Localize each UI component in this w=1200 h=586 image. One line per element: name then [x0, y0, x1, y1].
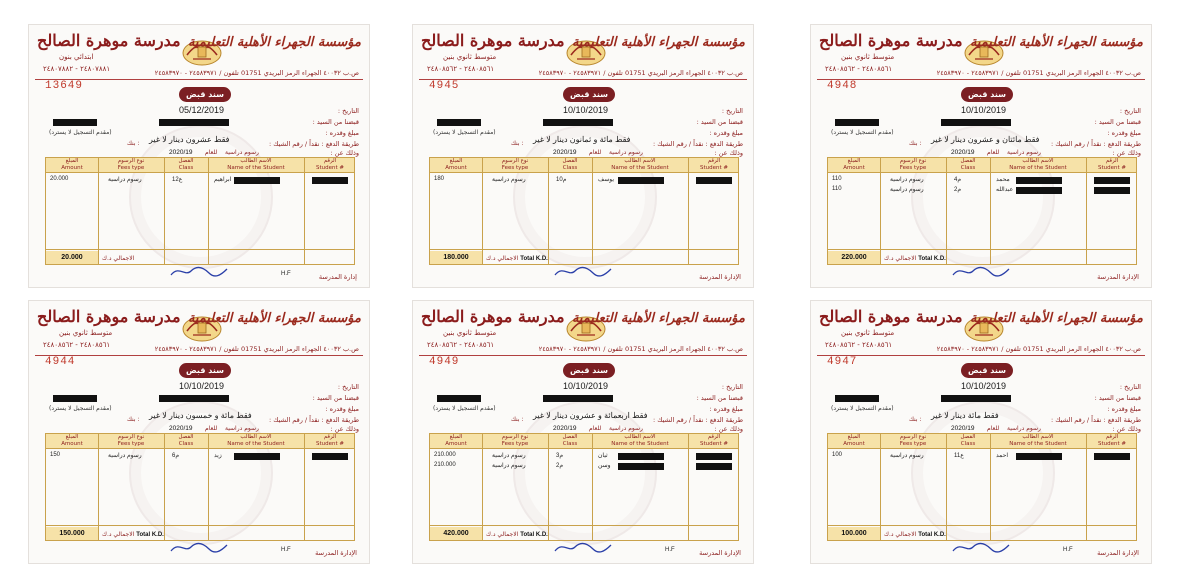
fees-table: [827, 157, 1137, 265]
fees-table: [429, 433, 739, 541]
total-label-ar: الاجمالي د.ك: [486, 255, 519, 262]
header-fees-type: نوع الرسوم Fees type: [117, 158, 145, 171]
table-footer: [430, 249, 738, 264]
redacted-name: [234, 177, 280, 184]
payment-method-label: طريقة الدفع : نقداً / رقم الشيك :: [652, 140, 743, 148]
receipt-card: [28, 24, 370, 288]
amount-label: مبلغ وقدره :: [325, 129, 359, 137]
signature: [951, 539, 1011, 555]
cashier-initials: H.F: [665, 547, 675, 553]
header-amount: المبلغ Amount: [445, 158, 467, 171]
amount-in-words: فقط مائتان و عشرون دينار لا غير: [931, 135, 1040, 144]
amount-label: مبلغ وقدره :: [1107, 129, 1141, 137]
redacted-payer: [835, 395, 879, 402]
amount-in-words: فقط مائة و خمسون دينار لا غير: [149, 411, 252, 420]
header-class: الفصل Class: [562, 434, 578, 447]
receipt-date: 10/10/2019: [563, 381, 609, 391]
row-student-name: وسن: [598, 463, 611, 469]
received-from-label: قبضنا من السيد :: [312, 118, 359, 126]
row-fees-type: رسوم دراسية: [492, 453, 526, 459]
redacted-student-number: [696, 463, 732, 470]
fees-line: رسوم دراسية: [1007, 425, 1041, 432]
header-class: الفصل Class: [960, 434, 976, 447]
table-header: [430, 434, 738, 449]
school-stage: متوسط ثانوي بنين: [443, 53, 497, 61]
redacted-payer-name: [941, 119, 1011, 126]
for-label: وذلك عن :: [330, 425, 359, 433]
receipt-date: 10/10/2019: [961, 105, 1007, 115]
signature: [553, 263, 613, 279]
school-management-label: الإدارة المدرسة: [1097, 273, 1139, 281]
row-fees-type: رسوم دراسية: [890, 453, 924, 459]
non-refundable-note: (مقدم التسجيل لا يسترد): [49, 129, 112, 136]
cashier-initials: H.F: [281, 271, 291, 277]
redacted-name: [1016, 187, 1062, 194]
redacted-name: [618, 463, 664, 470]
total-label-ar: الاجمالي د.ك: [102, 531, 135, 538]
receipt-serial: 4949: [429, 356, 460, 368]
school-stage: متوسط ثانوي بنين: [841, 329, 895, 337]
receipt-title: سند قبض: [961, 87, 1013, 102]
header-amount: المبلغ Amount: [843, 158, 865, 171]
total-label-en: Total K.D.: [918, 256, 946, 262]
receipt-date: 05/12/2019: [179, 105, 225, 115]
non-refundable-note: (مقدم التسجيل لا يسترد): [433, 129, 496, 136]
header-student-name: الاسم الطالب Name of the Student: [611, 158, 669, 171]
bank-label: بنك :: [127, 140, 140, 147]
date-label: التاريخ :: [1119, 383, 1141, 391]
bank-label: بنك :: [511, 416, 524, 423]
date-label: التاريخ :: [337, 107, 359, 115]
redacted-name: [618, 453, 664, 460]
redacted-student-number: [1094, 453, 1130, 460]
total-amount: 100.000: [828, 527, 881, 540]
received-from-label: قبضنا من السيد :: [1094, 394, 1141, 402]
year-word: للعام: [987, 149, 1000, 156]
fees-line: رسوم دراسية: [1007, 149, 1041, 156]
foundation-address: ص.ب ٤٠٠٣٢ الجهراء الرمز البريدي 01751 تلفون / ٢٤٥٨٣٩٧١ - ٢٤٥٨٣٩٧٠: [154, 69, 359, 77]
table-header: [46, 158, 354, 173]
row-class: ع11: [954, 453, 964, 459]
redacted-student-number: [696, 177, 732, 184]
foundation-address: ص.ب ٤٠٠٣٢ الجهراء الرمز البريدي 01751 تلفون / ٢٤٥٨٣٩٧١ - ٢٤٥٨٣٩٧٠: [936, 345, 1141, 353]
redacted-student-number: [1094, 177, 1130, 184]
row-class: م3: [556, 453, 564, 459]
receipt-serial: 4947: [827, 356, 858, 368]
foundation-address: ص.ب ٤٠٠٣٢ الجهراء الرمز البريدي 01751 تلفون / ٢٤٥٨٣٩٧١ - ٢٤٥٨٣٩٧٠: [538, 345, 743, 353]
receipt-serial: 13649: [45, 80, 84, 92]
payment-method-label: طريقة الدفع : نقداً / رقم الشيك :: [268, 140, 359, 148]
fees-line: رسوم دراسية: [609, 149, 643, 156]
bank-label: بنك :: [909, 416, 922, 423]
date-label: التاريخ :: [721, 107, 743, 115]
received-from-label: قبضنا من السيد :: [1094, 118, 1141, 126]
amount-label: مبلغ وقدره :: [1107, 405, 1141, 413]
row-amount: 150: [50, 452, 61, 458]
school-phone: ٢٤٨٠٨٥٦١ - ٢٤٨٠٨٥٦٢: [427, 341, 495, 349]
header-student-name: الاسم الطالب Name of the Student: [611, 434, 669, 447]
header-divider: [817, 79, 1145, 80]
table-footer: [430, 525, 738, 540]
total-label-ar: الاجمالي د.ك: [884, 255, 917, 262]
row-student-name: ثيان: [598, 453, 608, 459]
row-amount: 110: [832, 186, 842, 192]
year-word: للعام: [205, 425, 218, 432]
redacted-payer: [53, 395, 97, 402]
year-word: للعام: [589, 425, 602, 432]
row-class: م2: [954, 187, 962, 193]
school-name: مدرسة موهرة الصالح: [421, 307, 565, 326]
row-fees-type: رسوم دراسية: [108, 177, 142, 183]
school-name: مدرسة موهرة الصالح: [37, 31, 181, 50]
school-name: مدرسة موهرة الصالح: [819, 31, 963, 50]
header-divider: [419, 355, 747, 356]
table-header: [828, 158, 1136, 173]
school-stage: متوسط ثانوي بنين: [841, 53, 895, 61]
header-class: الفصل Class: [178, 434, 194, 447]
foundation-name: مؤسسة الجهراء الأهلية التعليمية: [187, 311, 361, 326]
receipt-serial: 4945: [429, 80, 460, 92]
total-label: [884, 531, 946, 538]
for-label: وذلك عن :: [714, 149, 743, 157]
receipt-date: 10/10/2019: [961, 381, 1007, 391]
received-from-label: قبضنا من السيد :: [312, 394, 359, 402]
bank-label: بنك :: [909, 140, 922, 147]
redacted-payer-name: [543, 119, 613, 126]
table-header: [46, 434, 354, 449]
signature: [169, 539, 229, 555]
table-header: [828, 434, 1136, 449]
non-refundable-note: (مقدم التسجيل لا يسترد): [49, 405, 112, 412]
amount-in-words: فقط عشرون دينار لا غير: [149, 135, 230, 144]
total-label: [102, 255, 134, 262]
amount-label: مبلغ وقدره :: [325, 405, 359, 413]
signature: [951, 263, 1011, 279]
redacted-payer-name: [543, 395, 613, 402]
foundation-address: ص.ب ٤٠٠٣٢ الجهراء الرمز البريدي 01751 تلفون / ٢٤٥٨٣٩٧١ - ٢٤٥٨٣٩٧٠: [154, 345, 359, 353]
school-stage: ابتدائي بنون: [59, 53, 94, 61]
header-fees-type: نوع الرسوم Fees type: [501, 434, 529, 447]
signature: [553, 539, 613, 555]
cashier-initials: H.F: [281, 547, 291, 553]
header-fees-type: نوع الرسوم Fees type: [501, 158, 529, 171]
table-footer: [46, 249, 354, 264]
received-from-label: قبضنا من السيد :: [696, 118, 743, 126]
received-from-label: قبضنا من السيد :: [696, 394, 743, 402]
foundation-name: مؤسسة الجهراء الأهلية التعليمية: [969, 35, 1143, 50]
header-number: الرقم Student #: [699, 158, 728, 171]
total-amount: 420.000: [430, 527, 483, 540]
fees-line: رسوم دراسية: [225, 425, 259, 432]
non-refundable-note: (مقدم التسجيل لا يسترد): [831, 405, 894, 412]
table-footer: [828, 249, 1136, 264]
total-label-ar: الاجمالي د.ك: [102, 255, 135, 262]
academic-year: 2020/19: [951, 425, 975, 432]
redacted-student-number: [696, 453, 732, 460]
total-label: [884, 255, 946, 262]
foundation-name: مؤسسة الجهراء الأهلية التعليمية: [969, 311, 1143, 326]
header-number: الرقم Student #: [699, 434, 728, 447]
row-fees-type: رسوم دراسية: [108, 453, 142, 459]
table-header: [430, 158, 738, 173]
redacted-name: [1016, 453, 1062, 460]
total-label-en: Total K.D.: [520, 256, 548, 262]
foundation-name: مؤسسة الجهراء الأهلية التعليمية: [571, 35, 745, 50]
redacted-student-number: [312, 177, 348, 184]
row-class: م4: [954, 177, 962, 183]
total-label-ar: الاجمالي د.ك: [884, 531, 917, 538]
school-phone: ٢٤٨٠٨٥٦١ - ٢٤٨٠٨٥٦٢: [825, 65, 893, 73]
date-label: التاريخ :: [1119, 107, 1141, 115]
receipt-title: سند قبض: [563, 87, 615, 102]
receipt-card: [810, 24, 1152, 288]
redacted-payer: [437, 395, 481, 402]
row-amount: 20.000: [50, 176, 69, 182]
fees-table: [827, 433, 1137, 541]
total-amount: 150.000: [46, 527, 99, 540]
total-amount: 220.000: [828, 251, 881, 264]
total-label: [486, 255, 548, 262]
total-label-en: Total K.D.: [136, 532, 164, 538]
amount-label: مبلغ وقدره :: [709, 405, 743, 413]
receipt-title: سند قبض: [563, 363, 615, 378]
school-management-label: الإدارة المدرسة: [315, 549, 357, 557]
date-label: التاريخ :: [337, 383, 359, 391]
amount-in-words: فقط مائة و ثمانون دينار لا غير: [533, 135, 631, 144]
header-class: الفصل Class: [562, 158, 578, 171]
for-label: وذلك عن :: [330, 149, 359, 157]
header-number: الرقم Student #: [1097, 158, 1126, 171]
header-amount: المبلغ Amount: [445, 434, 467, 447]
redacted-payer: [437, 119, 481, 126]
row-fees-type: رسوم دراسية: [492, 463, 526, 469]
header-divider: [817, 355, 1145, 356]
row-class: ع12: [172, 177, 183, 183]
payment-method-label: طريقة الدفع : نقداً / رقم الشيك :: [268, 416, 359, 424]
header-number: الرقم Student #: [315, 158, 344, 171]
total-amount: 180.000: [430, 251, 483, 264]
total-label: [102, 531, 164, 538]
row-amount: 100: [832, 452, 843, 458]
header-fees-type: نوع الرسوم Fees type: [117, 434, 145, 447]
total-label-en: Total K.D.: [520, 532, 548, 538]
header-amount: المبلغ Amount: [61, 434, 83, 447]
header-number: الرقم Student #: [315, 434, 344, 447]
for-label: وذلك عن :: [1112, 149, 1141, 157]
redacted-student-number: [312, 453, 348, 460]
payment-method-label: طريقة الدفع : نقداً / رقم الشيك :: [652, 416, 743, 424]
receipt-card: [810, 300, 1152, 564]
receipt-serial: 4948: [827, 80, 858, 92]
date-label: التاريخ :: [721, 383, 743, 391]
fees-line: رسوم دراسية: [225, 149, 259, 156]
academic-year: 2020/19: [553, 149, 577, 156]
header-fees-type: نوع الرسوم Fees type: [899, 434, 927, 447]
school-phone: ٢٤٨٠٨٥٦١ - ٢٤٨٠٨٥٦٢: [825, 341, 893, 349]
row-amount: 210.000: [434, 462, 456, 468]
school-phone: ٢٤٨٠٨٥٦١ - ٢٤٨٠٨٥٦٢: [43, 341, 111, 349]
row-student-name: ابراهيم: [214, 177, 232, 183]
header-class: الفصل Class: [960, 158, 976, 171]
redacted-payer: [835, 119, 879, 126]
foundation-address: ص.ب ٤٠٠٣٢ الجهراء الرمز البريدي 01751 تلفون / ٢٤٥٨٣٩٧١ - ٢٤٥٨٣٩٧٠: [936, 69, 1141, 77]
school-name: مدرسة موهرة الصالح: [421, 31, 565, 50]
row-student-name: زيد: [214, 453, 222, 459]
total-amount: 20.000: [46, 251, 99, 264]
header-amount: المبلغ Amount: [843, 434, 865, 447]
year-word: للعام: [987, 425, 1000, 432]
header-divider: [35, 355, 363, 356]
redacted-name: [234, 453, 280, 460]
signature: [169, 263, 229, 279]
header-amount: المبلغ Amount: [61, 158, 83, 171]
bank-label: بنك :: [511, 140, 524, 147]
redacted-name: [618, 177, 664, 184]
receipt-title: سند قبض: [961, 363, 1013, 378]
row-fees-type: رسوم دراسية: [890, 187, 924, 193]
row-class: م6: [172, 453, 180, 459]
non-refundable-note: (مقدم التسجيل لا يسترد): [831, 129, 894, 136]
receipt-title: سند قبض: [179, 363, 231, 378]
total-label-ar: الاجمالي د.ك: [486, 531, 519, 538]
receipt-date: 10/10/2019: [563, 105, 609, 115]
header-student-name: الاسم الطالب Name of the Student: [1009, 434, 1067, 447]
fees-table: [45, 157, 355, 265]
row-class: م10: [556, 177, 567, 183]
row-fees-type: رسوم دراسية: [890, 177, 924, 183]
header-number: الرقم Student #: [1097, 434, 1126, 447]
redacted-name: [1016, 177, 1062, 184]
non-refundable-note: (مقدم التسجيل لا يسترد): [433, 405, 496, 412]
receipt-date: 10/10/2019: [179, 381, 225, 391]
school-management-label: الإدارة المدرسة: [1097, 549, 1139, 557]
row-class: م2: [556, 463, 564, 469]
school-name: مدرسة موهرة الصالح: [37, 307, 181, 326]
cashier-initials: H.F: [1063, 547, 1073, 553]
header-fees-type: نوع الرسوم Fees type: [899, 158, 927, 171]
redacted-payer: [53, 119, 97, 126]
foundation-name: مؤسسة الجهراء الأهلية التعليمية: [571, 311, 745, 326]
receipt-serial: 4944: [45, 356, 76, 368]
school-phone: ٢٤٨٠٨٥٦١ - ٢٤٨٠٨٥٦٢: [427, 65, 495, 73]
school-phone: ٢٤٨٠٧٨٨١ - ٢٤٨٠٧٨٨٢: [43, 65, 111, 73]
for-label: وذلك عن :: [1112, 425, 1141, 433]
row-fees-type: رسوم دراسية: [492, 177, 526, 183]
total-label-en: Total K.D.: [918, 532, 946, 538]
header-class: الفصل Class: [178, 158, 194, 171]
row-student-name: عبدالله: [996, 187, 1014, 193]
school-name: مدرسة موهرة الصالح: [819, 307, 963, 326]
row-student-name: محمد: [996, 177, 1010, 183]
amount-in-words: فقط اربعمائة و عشرون دينار لا غير: [533, 411, 648, 420]
amount-label: مبلغ وقدره :: [709, 129, 743, 137]
for-label: وذلك عن :: [714, 425, 743, 433]
header-student-name: الاسم الطالب Name of the Student: [1009, 158, 1067, 171]
table-footer: [46, 525, 354, 540]
school-management-label: إدارة المدرسة: [318, 273, 357, 281]
school-stage: متوسط ثانوي بنين: [59, 329, 113, 337]
school-management-label: الإدارة المدرسة: [699, 549, 741, 557]
school-stage: متوسط ثانوي بنين: [443, 329, 497, 337]
payment-method-label: طريقة الدفع : نقداً / رقم الشيك :: [1050, 140, 1141, 148]
bank-label: بنك :: [127, 416, 140, 423]
row-student-name: يوسف: [598, 177, 615, 183]
fees-line: رسوم دراسية: [609, 425, 643, 432]
total-label: [486, 531, 548, 538]
header-student-name: الاسم الطالب Name of the Student: [227, 434, 285, 447]
header-divider: [35, 79, 363, 80]
redacted-payer-name: [159, 395, 229, 402]
amount-in-words: فقط مائة دينار لا غير: [931, 411, 999, 420]
row-student-name: احمد: [996, 453, 1008, 459]
receipt-card: [412, 300, 754, 564]
redacted-payer-name: [159, 119, 229, 126]
year-word: للعام: [589, 149, 602, 156]
foundation-name: مؤسسة الجهراء الأهلية التعليمية: [187, 35, 361, 50]
year-word: للعام: [205, 149, 218, 156]
row-amount: 210.000: [434, 452, 456, 458]
academic-year: 2020/19: [169, 149, 193, 156]
payment-method-label: طريقة الدفع : نقداً / رقم الشيك :: [1050, 416, 1141, 424]
school-management-label: الإدارة المدرسة: [699, 273, 741, 281]
foundation-address: ص.ب ٤٠٠٣٢ الجهراء الرمز البريدي 01751 تلفون / ٢٤٥٨٣٩٧١ - ٢٤٥٨٣٩٧٠: [538, 69, 743, 77]
header-student-name: الاسم الطالب Name of the Student: [227, 158, 285, 171]
receipt-card: [412, 24, 754, 288]
table-footer: [828, 525, 1136, 540]
row-amount: 180: [434, 176, 445, 182]
redacted-student-number: [1094, 187, 1130, 194]
academic-year: 2020/19: [169, 425, 193, 432]
redacted-payer-name: [941, 395, 1011, 402]
fees-table: [45, 433, 355, 541]
academic-year: 2020/19: [951, 149, 975, 156]
fees-table: [429, 157, 739, 265]
academic-year: 2020/19: [553, 425, 577, 432]
receipt-title: سند قبض: [179, 87, 231, 102]
row-amount: 110: [832, 176, 842, 182]
header-divider: [419, 79, 747, 80]
receipt-card: [28, 300, 370, 564]
